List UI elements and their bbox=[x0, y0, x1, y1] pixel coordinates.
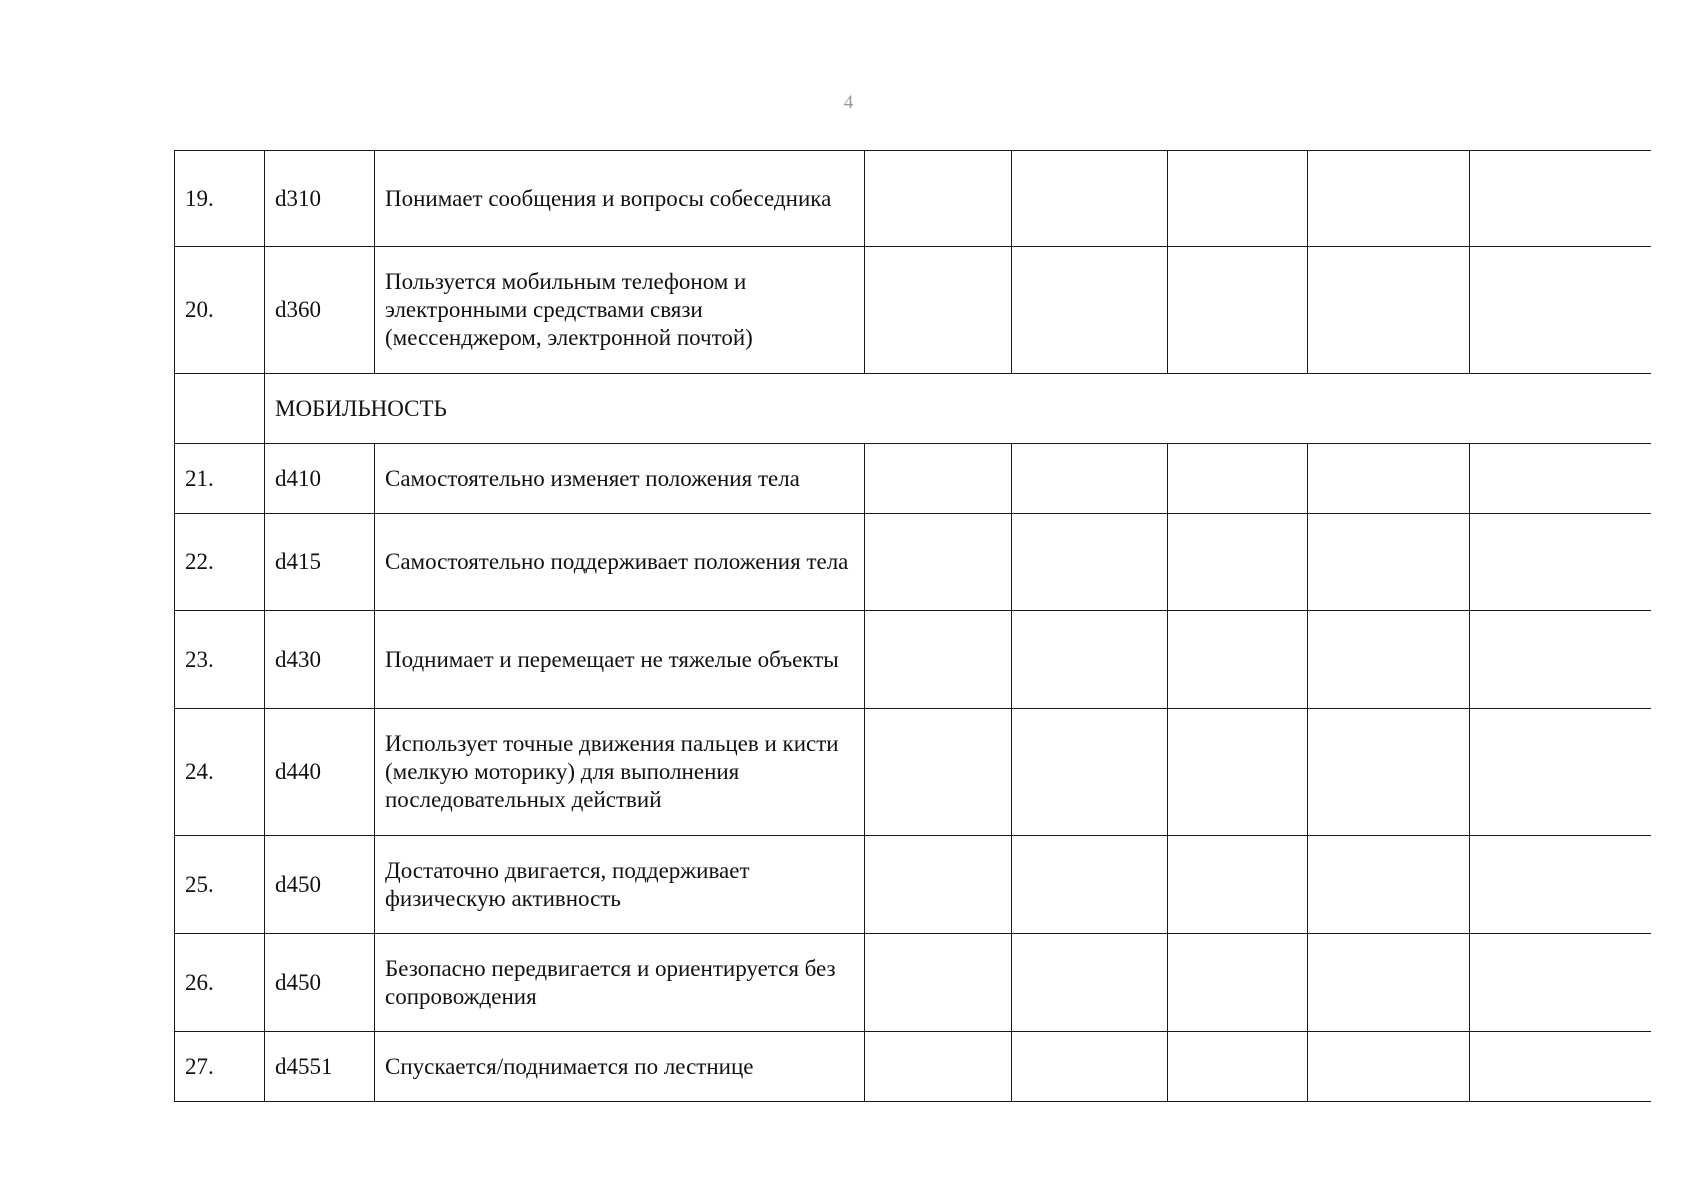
assessment-input-cell[interactable] bbox=[1470, 514, 1651, 611]
assessment-input-cell[interactable] bbox=[1308, 709, 1470, 836]
table-row bbox=[175, 247, 1651, 374]
table-row bbox=[175, 1032, 1651, 1102]
assessment-input-cell[interactable] bbox=[1308, 514, 1470, 611]
assessment-input-cell[interactable] bbox=[1470, 151, 1651, 247]
assessment-input-cell[interactable] bbox=[1012, 836, 1168, 934]
assessment-input-cell[interactable] bbox=[1168, 611, 1308, 709]
assessment-input-cell[interactable] bbox=[865, 611, 1012, 709]
assessment-input-cell[interactable] bbox=[1012, 934, 1168, 1032]
assessment-input-cell[interactable] bbox=[865, 1032, 1012, 1102]
assessment-input-cell[interactable] bbox=[1012, 709, 1168, 836]
assessment-input-cell[interactable] bbox=[1308, 1032, 1470, 1102]
assessment-input-cell[interactable] bbox=[1012, 611, 1168, 709]
assessment-input-cell[interactable] bbox=[1470, 611, 1651, 709]
section-row bbox=[175, 374, 1651, 444]
row-number-cell: 21. bbox=[175, 444, 265, 514]
assessment-input-cell[interactable] bbox=[1168, 1032, 1308, 1102]
assessment-input-cell[interactable] bbox=[1308, 247, 1470, 374]
table-row bbox=[175, 444, 1651, 514]
assessment-input-cell[interactable] bbox=[1012, 1032, 1168, 1102]
assessment-input-cell[interactable] bbox=[1168, 247, 1308, 374]
table-row bbox=[175, 514, 1651, 611]
assessment-input-cell[interactable] bbox=[1308, 934, 1470, 1032]
row-number-cell: 27. bbox=[175, 1032, 265, 1102]
table-row bbox=[175, 836, 1651, 934]
table-row bbox=[175, 151, 1651, 247]
table-row bbox=[175, 709, 1651, 836]
assessment-input-cell[interactable] bbox=[1470, 709, 1651, 836]
page-number: 4 bbox=[843, 92, 854, 113]
row-code-cell: d360 bbox=[265, 247, 375, 374]
row-number-cell: 23. bbox=[175, 611, 265, 709]
assessment-input-cell[interactable] bbox=[1168, 709, 1308, 836]
row-number-cell: 26. bbox=[175, 934, 265, 1032]
assessment-table bbox=[174, 150, 1651, 1102]
row-description-cell: Самостоятельно изменяет положения тела bbox=[375, 444, 865, 514]
table-row bbox=[175, 934, 1651, 1032]
row-description-cell: Спускается/поднимается по лестнице bbox=[375, 1032, 865, 1102]
assessment-input-cell[interactable] bbox=[865, 151, 1012, 247]
row-description-cell: Пользуется мобильным телефоном и электронными средствами связи (мессенджером, электронной почтой) bbox=[375, 247, 865, 374]
row-description-cell: Безопасно передвигается и ориентируется без сопровождения bbox=[375, 934, 865, 1032]
row-code-cell: d310 bbox=[265, 151, 375, 247]
assessment-input-cell[interactable] bbox=[1470, 836, 1651, 934]
row-code-cell: d410 bbox=[265, 444, 375, 514]
assessment-input-cell[interactable] bbox=[1012, 444, 1168, 514]
table-row bbox=[175, 611, 1651, 709]
row-description-cell: Достаточно двигается, поддерживает физическую активность bbox=[375, 836, 865, 934]
section-number-cell bbox=[175, 374, 265, 444]
row-number-cell: 24. bbox=[175, 709, 265, 836]
assessment-input-cell[interactable] bbox=[1308, 836, 1470, 934]
assessment-input-cell[interactable] bbox=[1168, 514, 1308, 611]
assessment-input-cell[interactable] bbox=[865, 514, 1012, 611]
assessment-input-cell[interactable] bbox=[1012, 247, 1168, 374]
row-code-cell: d4551 bbox=[265, 1032, 375, 1102]
assessment-input-cell[interactable] bbox=[1308, 611, 1470, 709]
row-number-cell: 19. bbox=[175, 151, 265, 247]
assessment-input-cell[interactable] bbox=[1470, 247, 1651, 374]
row-description-cell: Понимает сообщения и вопросы собеседника bbox=[375, 151, 865, 247]
row-description-cell: Самостоятельно поддерживает положения тела bbox=[375, 514, 865, 611]
row-code-cell: d430 bbox=[265, 611, 375, 709]
row-code-cell: d450 bbox=[265, 934, 375, 1032]
assessment-input-cell[interactable] bbox=[1470, 1032, 1651, 1102]
assessment-input-cell[interactable] bbox=[1012, 514, 1168, 611]
assessment-input-cell[interactable] bbox=[1308, 151, 1470, 247]
row-number-cell: 25. bbox=[175, 836, 265, 934]
assessment-input-cell[interactable] bbox=[1012, 151, 1168, 247]
assessment-input-cell[interactable] bbox=[865, 934, 1012, 1032]
assessment-input-cell[interactable] bbox=[1168, 444, 1308, 514]
assessment-input-cell[interactable] bbox=[1308, 444, 1470, 514]
assessment-input-cell[interactable] bbox=[1470, 934, 1651, 1032]
assessment-input-cell[interactable] bbox=[1168, 934, 1308, 1032]
row-code-cell: d440 bbox=[265, 709, 375, 836]
row-number-cell: 20. bbox=[175, 247, 265, 374]
row-description-cell: Использует точные движения пальцев и кисти (мелкую моторику) для выполнения последовательных действий bbox=[375, 709, 865, 836]
assessment-input-cell[interactable] bbox=[1168, 836, 1308, 934]
row-code-cell: d415 bbox=[265, 514, 375, 611]
section-title: МОБИЛЬНОСТЬ bbox=[265, 374, 1651, 444]
assessment-input-cell[interactable] bbox=[1168, 151, 1308, 247]
assessment-input-cell[interactable] bbox=[1470, 444, 1651, 514]
row-description-cell: Поднимает и перемещает не тяжелые объекты bbox=[375, 611, 865, 709]
assessment-input-cell[interactable] bbox=[865, 709, 1012, 836]
table-body bbox=[175, 151, 1651, 1102]
assessment-input-cell[interactable] bbox=[865, 836, 1012, 934]
assessment-input-cell[interactable] bbox=[865, 444, 1012, 514]
row-code-cell: d450 bbox=[265, 836, 375, 934]
row-number-cell: 22. bbox=[175, 514, 265, 611]
assessment-input-cell[interactable] bbox=[865, 247, 1012, 374]
